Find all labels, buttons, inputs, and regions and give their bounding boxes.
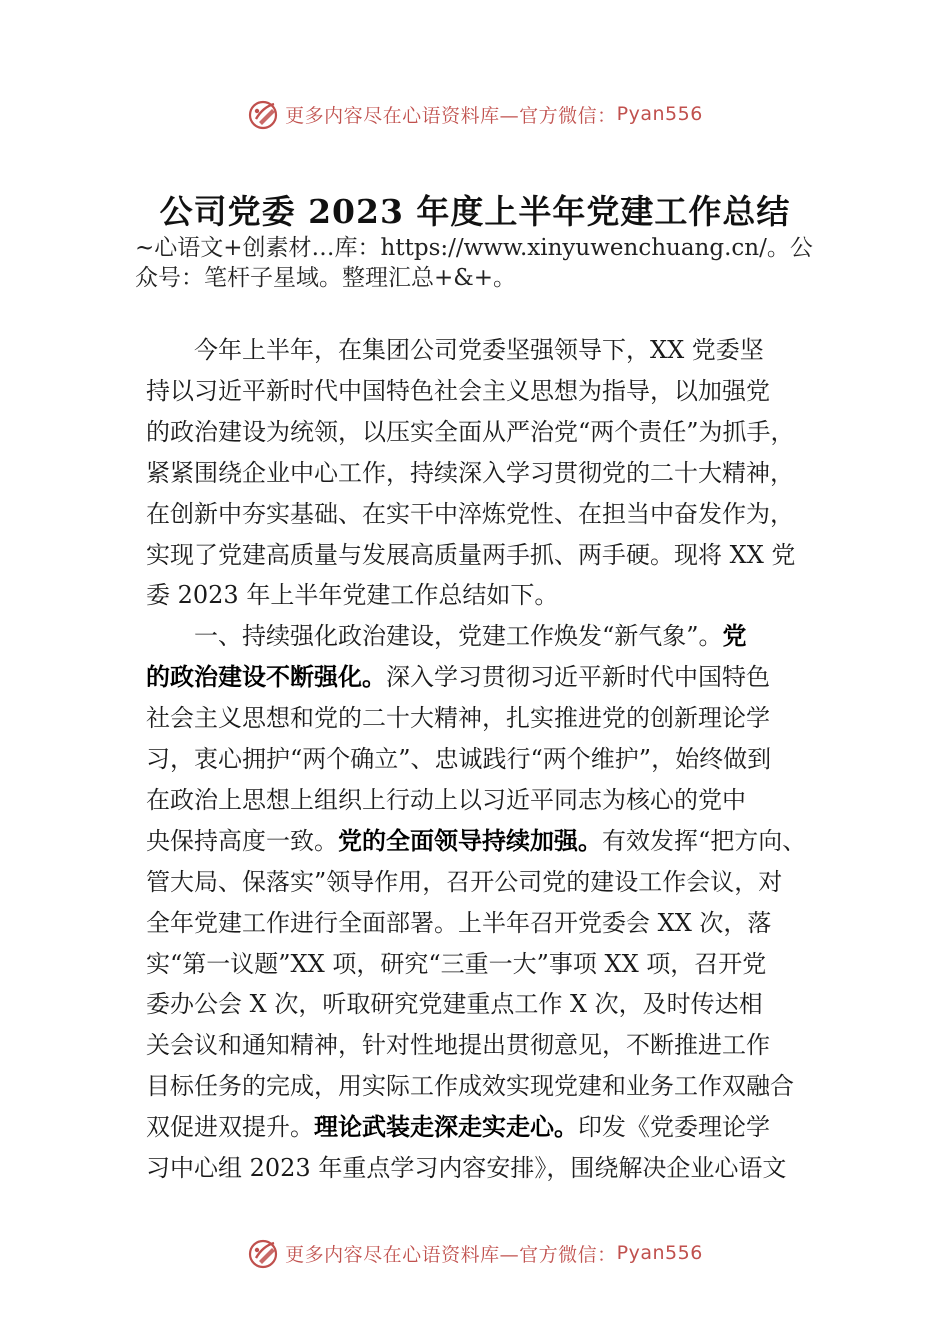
- body-text-line: [146, 371, 770, 411]
- banner-wechat-id: Pyan556: [616, 103, 703, 125]
- body-text-segment: 今年上半年，在集团公司党委坚强领导下，XX 党委坚: [194, 336, 764, 364]
- body-text-segment: 社会主义思想和党的二十大精神，扎实推进党的创新理论学: [146, 704, 770, 733]
- body-text-segment: 央保持高度一致。: [146, 826, 338, 855]
- body-text-line: [146, 1066, 794, 1106]
- banner-text: 更多内容尽在心语资料库—官方微信：: [285, 104, 617, 127]
- bold-heading-text: 理论武装走深走实走心。: [314, 1113, 578, 1142]
- body-text-segment: 印发《党委理论学: [578, 1113, 770, 1142]
- bold-heading-text: 党的全面领导持续加强。: [338, 826, 602, 855]
- body-text-line: [146, 1107, 770, 1147]
- body-text-line: [194, 616, 747, 656]
- body-text-line: [146, 780, 746, 820]
- pen-seal-logo-icon: [247, 1236, 281, 1270]
- body-text-line: [146, 1148, 786, 1188]
- body-text-segment: 委 2023 年上半年党建工作总结如下。: [146, 581, 559, 610]
- body-text-line: [146, 494, 794, 534]
- document-title: 公司党委 2023 年度上半年党建工作总结: [159, 192, 791, 231]
- body-text-segment: 持以习近平新时代中国特色社会主义思想为指导，以加强党: [146, 376, 770, 405]
- body-text-line: [146, 575, 558, 615]
- bold-heading-text: 的政治建设不断强化。: [146, 663, 386, 692]
- body-text-line: [146, 698, 770, 738]
- body-text-line: [146, 862, 782, 902]
- body-text-line: [146, 903, 771, 943]
- source-note-line: ~心语文+创素材…库：https://www.xinyuwenchuang.cn/。公: [135, 235, 813, 261]
- body-text-line: [146, 1025, 770, 1065]
- body-text-line: [146, 412, 795, 452]
- body-text-segment: 有效发挥“把方向、: [602, 826, 807, 855]
- body-text-segment: 习中心组 2023 年重点学习内容安排》，围绕解决企业心语文: [146, 1154, 787, 1182]
- body-text-segment: 一、持续强化政治建设，党建工作焕发“新气象”。: [194, 622, 723, 651]
- body-text-segment: 实现了党建高质量与发展高质量两手抓、两手硬。现将 XX 党: [146, 540, 796, 569]
- body-text-line: [146, 821, 806, 861]
- body-text-segment: 目标任务的完成，用实际工作成效实现党建和业务工作双融合: [146, 1072, 794, 1101]
- body-text-line: [146, 944, 766, 984]
- body-text-line: [146, 535, 795, 575]
- body-text-segment: 紧紧围绕企业中心工作，持续深入学习贯彻党的二十大精神，: [146, 458, 794, 487]
- banner-text: 更多内容尽在心语资料库—官方微信：: [285, 1243, 617, 1266]
- body-text-segment: 委办公会 X 次，听取研究党建重点工作 X 次，及时传达相: [146, 990, 763, 1019]
- body-text-segment: 习，衷心拥护“两个确立”、忠诚践行“两个维护”，始终做到: [146, 745, 772, 773]
- body-text-segment: 管大局、保落实”领导作用，召开公司党的建设工作会议，对: [146, 867, 783, 896]
- body-text-segment: 关会议和通知精神，针对性地提出贯彻意见，不断推进工作: [146, 1031, 770, 1060]
- source-note-line: 众号：笔杆子星域。整理汇总+&+。: [135, 265, 517, 291]
- body-text-segment: 实“第一议题”XX 项，研究“三重一大”事项 XX 项，召开党: [146, 949, 767, 978]
- body-text-segment: 深入学习贯彻习近平新时代中国特色: [386, 663, 770, 692]
- body-text-segment: 全年党建工作进行全面部署。上半年召开党委会 XX 次，落: [146, 908, 772, 937]
- body-text-segment: 双促进双提升。: [146, 1113, 314, 1142]
- header-watermark-banner: [0, 94, 950, 134]
- body-text-line: [146, 453, 794, 493]
- footer-watermark-banner: [0, 1233, 950, 1273]
- body-text-line: [146, 739, 771, 779]
- source-note: [135, 233, 835, 293]
- banner-wechat-id: Pyan556: [616, 1242, 703, 1264]
- body-text-line: [146, 657, 770, 697]
- bold-heading-text: 党: [722, 622, 747, 651]
- body-text-line: [194, 330, 764, 370]
- body-text-line: [146, 984, 763, 1024]
- pen-seal-logo-icon: [247, 97, 281, 131]
- body-text-segment: 在创新中夯实基础、在实干中淬炼党性、在担当中奋发作为，: [146, 499, 794, 528]
- body-text-segment: 的政治建设为统领，以压实全面从严治党“两个责任”为抓手，: [146, 417, 795, 446]
- body-text-segment: 在政治上思想上组织上行动上以习近平同志为核心的党中: [146, 785, 746, 814]
